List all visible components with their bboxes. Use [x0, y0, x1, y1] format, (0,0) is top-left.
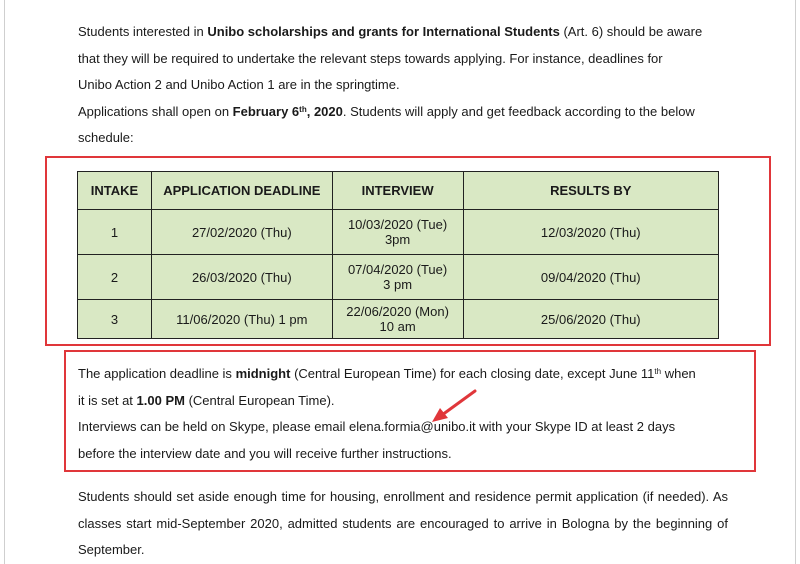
schedule-table [77, 171, 719, 339]
interview-cell: 22/06/2020 (Mon) 10 am [332, 300, 463, 339]
deadline-cell: 26/03/2020 (Thu) [151, 255, 332, 300]
note-text: when [661, 366, 696, 381]
interview-cell: 10/03/2020 (Tue) 3pm [332, 210, 463, 255]
note-text: (Central European Time) for each closing date, except June 11 [290, 366, 655, 381]
intro-text: schedule: [78, 130, 134, 145]
table-row [78, 210, 719, 255]
header-application-deadline: APPLICATION DEADLINE [151, 172, 332, 210]
intake-cell: 2 [78, 255, 152, 300]
note-text: (Central European Time). [184, 392, 335, 408]
intake-cell: 3 [78, 300, 152, 339]
intro-text: Students interested in [78, 24, 208, 39]
intro-bold-date: February 6th, 2020 [232, 103, 343, 119]
intro-text: Applications shall open on [78, 103, 233, 119]
note-bold-time: 1.00 PM [136, 392, 185, 408]
header-interview: INTERVIEW [332, 172, 463, 210]
results-cell: 09/04/2020 (Thu) [463, 255, 718, 300]
red-arrow-icon [428, 388, 478, 424]
deadline-cell: 27/02/2020 (Thu) [151, 210, 332, 255]
results-cell: 12/03/2020 (Thu) [463, 210, 718, 255]
header-intake: INTAKE [78, 172, 152, 210]
note-text: before the interview date and you will receive further instructions. [78, 445, 452, 461]
note-text: it is set at [78, 392, 137, 408]
table-row [78, 255, 719, 300]
deadline-cell: 11/06/2020 (Thu) 1 pm [151, 300, 332, 339]
interview-cell: 07/04/2020 (Tue) 3 pm [332, 255, 463, 300]
results-cell: 25/06/2020 (Thu) [463, 300, 718, 339]
intro-text: that they will be required to undertake the relevant steps towards applying. For instance, deadlines for [78, 50, 663, 66]
table-header-row [78, 172, 719, 210]
note-bold-midnight: midnight [235, 366, 291, 381]
intro-paragraph [78, 19, 728, 152]
closing-paragraph: Students should set aside enough time for housing, enrollment and residence permit application (if needed). As classes start mid-September 2020, admitted students are encouraged to arrive in Bologna by the beginning of September. [78, 489, 728, 557]
intro-text: . Students will apply and get feedback according to the below [342, 103, 695, 119]
intake-cell: 1 [78, 210, 152, 255]
deadline-note [78, 361, 722, 467]
note-text: The application deadline is [78, 366, 236, 381]
intro-bold-scholarships: Unibo scholarships and grants for International Students [207, 24, 560, 39]
header-results-by: RESULTS BY [463, 172, 718, 210]
intro-text: Unibo Action 2 and Unibo Action 1 are in the springtime. [78, 77, 400, 92]
table-row [78, 300, 719, 339]
note-email-line: Interviews can be held on Skype, please email elena.formia@unibo.it with your Skype ID at least 2 days [78, 419, 676, 434]
note-sup: th [654, 367, 662, 376]
intro-text: (Art. 6) should be aware [559, 24, 703, 39]
